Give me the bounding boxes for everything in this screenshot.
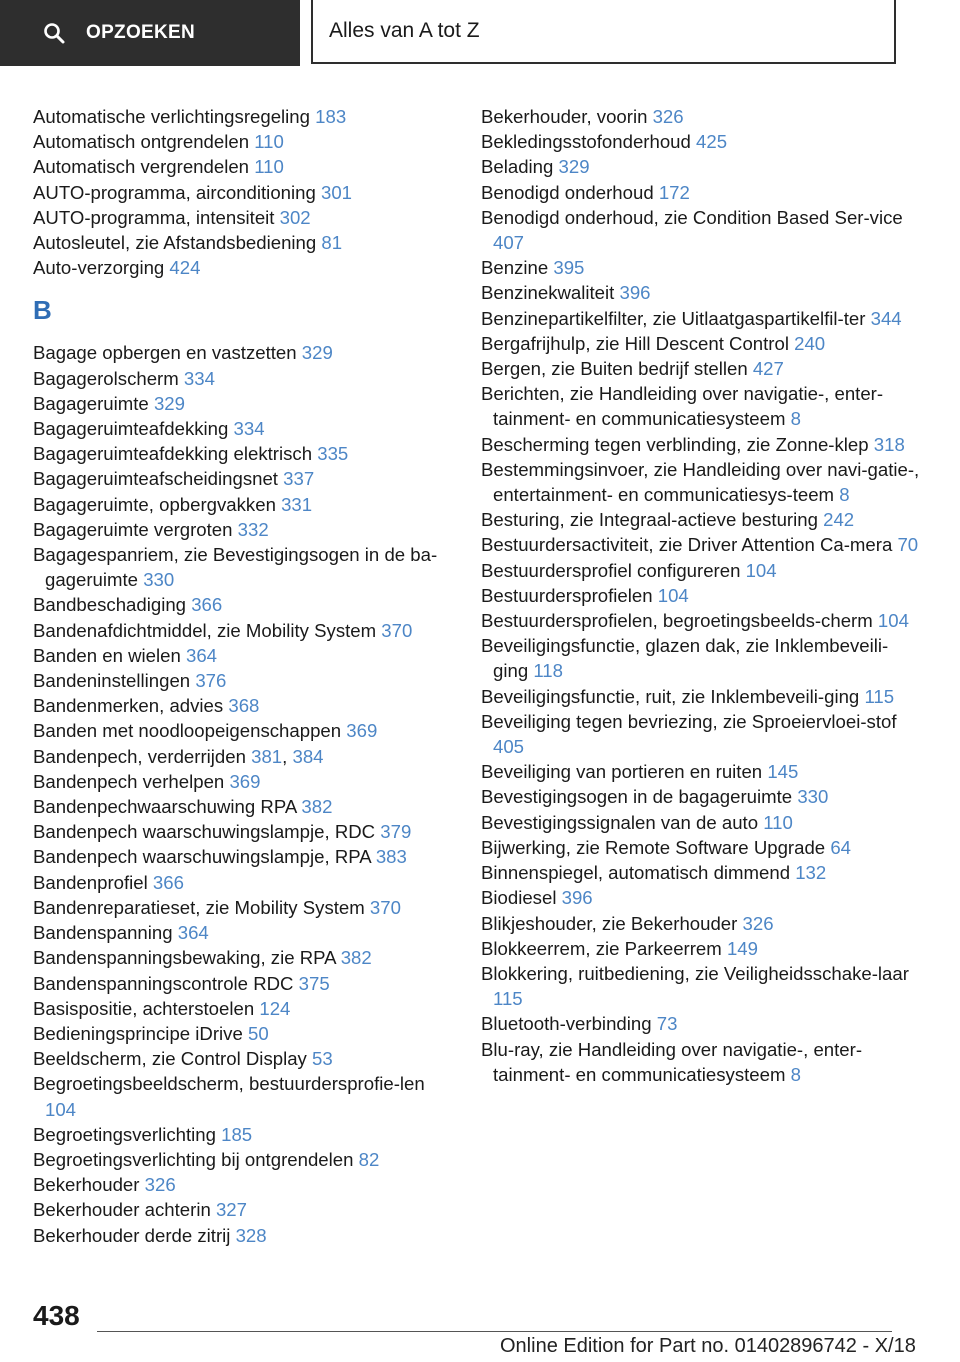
- index-entry-text: Begroetingsverlichting bij ontgrendelen: [33, 1148, 359, 1170]
- page-link[interactable]: 396: [561, 887, 593, 909]
- index-entry-text: Benodigd onderhoud, zie Condition Based Ser-vice: [481, 206, 903, 228]
- index-entry: [481, 180, 921, 205]
- index-entry-text: Bevestigingsogen in de bagageruimte: [481, 786, 798, 808]
- index-entry: [33, 618, 453, 643]
- index-entry: [33, 416, 453, 441]
- page-link[interactable]: 185: [221, 1123, 253, 1145]
- page-link[interactable]: 364: [177, 922, 209, 944]
- index-entry-text: Bestuurdersactiviteit, zie Driver Attention Ca-mera: [481, 534, 898, 556]
- index-entry: [33, 1147, 453, 1172]
- index-entry-text: Bandenspanningsbewaking, zie RPA: [33, 947, 341, 969]
- index-entry-text: Bandenmerken, advies: [33, 695, 229, 717]
- page-link[interactable]: 110: [254, 131, 284, 153]
- index-entry-text: Bandbeschadiging: [33, 594, 192, 616]
- page-link[interactable]: 115: [493, 988, 523, 1010]
- index-entry: [33, 154, 453, 179]
- index-entry-text: Bekledingsstofonderhoud: [481, 131, 697, 153]
- index-column-right: [481, 104, 921, 1087]
- page-link[interactable]: 70: [897, 534, 919, 556]
- index-entry: [481, 860, 921, 885]
- page-link[interactable]: 110: [254, 156, 284, 178]
- index-entry-text: Bekerhouder: [33, 1174, 145, 1196]
- index-entry-text: Begroetingsbeeldscherm, bestuurdersprofie-len: [33, 1073, 425, 1095]
- page-link[interactable]: 368: [228, 695, 260, 717]
- page-link[interactable]: 104: [657, 584, 689, 606]
- index-entry-text: Bestuurdersprofielen: [481, 584, 658, 606]
- index-entry-text: Automatisch ontgrendelen: [33, 131, 255, 153]
- page-link[interactable]: 381: [251, 745, 283, 767]
- page-link[interactable]: 328: [235, 1224, 267, 1246]
- page-link[interactable]: 330: [143, 569, 175, 591]
- page-link[interactable]: 104: [745, 559, 777, 581]
- index-entry-text: Benzinepartikelfilter, zie Uitlaatgaspartikelfil-ter: [481, 307, 871, 329]
- page-link[interactable]: 124: [259, 997, 291, 1019]
- index-entry: [481, 784, 921, 809]
- index-entry: [481, 608, 921, 633]
- page-separator: ,: [282, 745, 293, 767]
- page-link[interactable]: 326: [652, 106, 684, 127]
- index-entry-text: Bedieningsprincipe iDrive: [33, 1022, 248, 1044]
- index-entry: [33, 769, 453, 794]
- index-entry-text: Beveiliging tegen bevriezing, zie Sproeiervloei-stof: [481, 710, 897, 732]
- index-entry-text: Blokkeerrem, zie Parkeerrem: [481, 937, 727, 959]
- page-link[interactable]: 132: [795, 862, 827, 884]
- index-entry-text: Bandenspanning: [33, 922, 178, 944]
- page-link[interactable]: 364: [186, 644, 218, 666]
- index-entry-text: Biodiesel: [481, 887, 562, 909]
- page-link[interactable]: 64: [830, 836, 851, 858]
- page-link[interactable]: 334: [233, 418, 265, 440]
- index-entry-text: Berichten, zie Handleiding over navigatie-, enter-tainment- en communicatiesysteem: [481, 383, 884, 430]
- index-entry: [481, 633, 921, 683]
- index-entry: [33, 718, 453, 743]
- index-entry-text: Besturing, zie Integraal-actieve besturing: [481, 509, 824, 531]
- page-link[interactable]: 110: [763, 811, 793, 833]
- search-tab[interactable]: [0, 0, 300, 66]
- index-entry: [33, 492, 453, 517]
- index-entry: [33, 996, 453, 1021]
- index-entry-text: Bandenspanningscontrole RDC: [33, 972, 299, 994]
- index-entry: [33, 895, 453, 920]
- index-entry-text: Automatisch vergrendelen: [33, 156, 255, 178]
- index-entry-text: Bekerhouder derde zitrij: [33, 1224, 236, 1246]
- index-entry: [481, 558, 921, 583]
- index-entry-text: Bagageruimte vergroten: [33, 518, 238, 540]
- index-entry: [481, 532, 921, 557]
- index-entry: [481, 1037, 921, 1087]
- page-link[interactable]: 382: [301, 796, 333, 818]
- index-entry-text: Bestuurdersprofielen, begroetingsbeelds-cherm: [481, 610, 878, 632]
- index-entry-text: AUTO-programma, airconditioning: [33, 181, 321, 203]
- page-link[interactable]: 384: [292, 745, 324, 767]
- index-entry-text: Beveiliging van portieren en ruiten: [481, 761, 768, 783]
- index-entry: [481, 154, 921, 179]
- index-entry: [33, 441, 453, 466]
- page-link[interactable]: 104: [45, 1098, 77, 1120]
- page-link[interactable]: 301: [320, 181, 353, 203]
- index-entry-text: Bekerhouder achterin: [33, 1199, 216, 1221]
- page-link[interactable]: 396: [619, 282, 651, 304]
- index-entry-text: Beveiligingsfunctie, ruit, zie Inklembeveili-ging: [481, 685, 865, 707]
- index-entry: [33, 592, 453, 617]
- index-entry: [33, 819, 453, 844]
- index-entry-text: Bagageruimteafdekking elektrisch: [33, 443, 318, 465]
- index-entry-text: Bandenpech waarschuwingslampje, RPA: [33, 846, 376, 868]
- index-entry-text: Auto-verzorging: [33, 257, 170, 279]
- index-entry-text: Bandeninstellingen: [33, 670, 196, 692]
- index-entry-text: Bandenpech verhelpen: [33, 770, 230, 792]
- index-entry: [481, 280, 921, 305]
- index-entry-text: Bagageruimteafdekking: [33, 418, 234, 440]
- index-entry: [481, 104, 921, 129]
- index-entry-text: Blokkering, ruitbediening, zie Veiligheidsschake-laar: [481, 962, 909, 984]
- page-link[interactable]: 8: [839, 484, 850, 506]
- index-entry: [481, 759, 921, 784]
- page-link[interactable]: 369: [346, 720, 378, 742]
- index-entry: [33, 844, 453, 869]
- index-entry: [33, 744, 453, 769]
- index-entry: [33, 340, 453, 365]
- section-title-tab[interactable]: [311, 0, 896, 64]
- index-entry: [33, 920, 453, 945]
- index-entry: [481, 684, 921, 709]
- page-link[interactable]: 240: [794, 332, 826, 354]
- index-entry: [33, 668, 453, 693]
- page-link[interactable]: 172: [658, 181, 690, 203]
- page-link[interactable]: 427: [752, 358, 784, 380]
- index-entry-text: Bagageruimte, opbergvakken: [33, 493, 282, 515]
- page-link[interactable]: 369: [229, 770, 261, 792]
- index-entry: [481, 583, 921, 608]
- index-entry: [33, 1071, 453, 1121]
- page-link[interactable]: 366: [152, 871, 184, 893]
- index-entry: [33, 1172, 453, 1197]
- page-link[interactable]: 330: [797, 786, 829, 808]
- index-entry: [481, 432, 921, 457]
- section-title: Alles van A tot Z: [329, 19, 480, 42]
- page-link[interactable]: 334: [183, 367, 215, 389]
- index-entry: [481, 331, 921, 356]
- page-link[interactable]: 405: [493, 736, 525, 758]
- page-link[interactable]: 8: [790, 1063, 801, 1085]
- index-entry-text: Bekerhouder, voorin: [481, 106, 653, 127]
- index-entry: [33, 643, 453, 668]
- index-entry: [481, 911, 921, 936]
- index-entry-text: Bandenreparatieset, zie Mobility System: [33, 896, 370, 918]
- index-entry: [33, 794, 453, 819]
- index-entry-text: Banden en wielen: [33, 644, 186, 666]
- index-entry-text: Bandenpech waarschuwingslampje, RDC: [33, 821, 381, 843]
- index-entry-text: Bagagerolscherm: [33, 367, 184, 389]
- index-entry: [33, 1223, 453, 1248]
- index-entry-text: Automatische verlichtingsregeling: [33, 106, 316, 127]
- index-entry-text: Binnenspiegel, automatisch dimmend: [481, 862, 796, 884]
- index-entry: [481, 709, 921, 759]
- page-link[interactable]: 326: [144, 1174, 176, 1196]
- index-entry: [33, 205, 453, 230]
- page-link[interactable]: 53: [312, 1048, 333, 1070]
- page-link[interactable]: 370: [369, 896, 401, 918]
- index-entry-text: AUTO-programma, intensiteit: [33, 206, 280, 228]
- index-entry: [33, 129, 453, 154]
- index-entry-text: Autosleutel, zie Afstandsbediening: [33, 232, 322, 254]
- index-entry: [33, 945, 453, 970]
- page-link[interactable]: 145: [767, 761, 799, 783]
- index-entry: [33, 366, 453, 391]
- index-entry: [481, 255, 921, 280]
- index-entry: [481, 381, 921, 431]
- page-link[interactable]: 329: [301, 342, 333, 364]
- index-entry-text: Bagageruimte: [33, 392, 154, 414]
- page-link[interactable]: 425: [696, 131, 728, 153]
- footer-divider: [97, 1331, 892, 1332]
- page-link[interactable]: 8: [790, 408, 801, 430]
- page-link[interactable]: 331: [281, 493, 313, 515]
- page-link[interactable]: 115: [864, 685, 895, 707]
- index-entry: [33, 104, 453, 129]
- index-entry-text: Benzine: [481, 257, 554, 279]
- index-entry-text: Bandenprofiel: [33, 871, 153, 893]
- index-entry-text: Bandenpech, verderrijden: [33, 745, 252, 767]
- page-link[interactable]: 326: [742, 912, 774, 934]
- page-number: 438: [33, 1300, 80, 1331]
- page-link[interactable]: 370: [381, 619, 413, 641]
- index-entry: [33, 255, 453, 280]
- index-entry-text: Bandenafdichtmiddel, zie Mobility System: [33, 619, 382, 641]
- page-link[interactable]: 329: [558, 156, 590, 178]
- index-entry-text: Bagageruimteafscheidingsnet: [33, 468, 284, 490]
- index-entry: [481, 810, 921, 835]
- index-entry-text: Blu-ray, zie Handleiding over navigatie-, enter-tainment- en communicatiesysteem: [481, 1038, 863, 1085]
- index-letter-heading: B: [33, 295, 52, 326]
- page-link[interactable]: 242: [823, 509, 855, 531]
- index-entry: [33, 466, 453, 491]
- index-entry-text: Bagage opbergen en vastzetten: [33, 342, 302, 364]
- index-entry: [33, 870, 453, 895]
- page-link[interactable]: 424: [169, 257, 201, 279]
- page-link[interactable]: 337: [283, 468, 315, 490]
- page-link[interactable]: 407: [493, 232, 525, 254]
- index-entry-text: Benzinekwaliteit: [481, 282, 620, 304]
- index-entry-text: Begroetingsverlichting: [33, 1123, 222, 1145]
- page-link[interactable]: 329: [153, 392, 185, 414]
- index-entry-text: Bagagespanriem, zie Bevestigingsogen in de ba-gageruimte: [33, 544, 438, 591]
- page-link[interactable]: 382: [340, 947, 372, 969]
- index-entry: [33, 971, 453, 996]
- index-entry-text: Belading: [481, 156, 559, 178]
- index-entry-text: Bluetooth-verbinding: [481, 1013, 657, 1035]
- page-link[interactable]: 82: [358, 1148, 380, 1170]
- index-entry: [481, 885, 921, 910]
- page-link[interactable]: 183: [315, 106, 347, 127]
- index-entry-text: Bandenpechwaarschuwing RPA: [33, 796, 302, 818]
- index-entry: [33, 391, 453, 416]
- index-entry: [33, 180, 453, 205]
- search-tab-label: OPZOEKEN: [86, 22, 196, 43]
- index-entry: [481, 205, 921, 255]
- index-entry: [481, 129, 921, 154]
- index-entry: [481, 961, 921, 1011]
- index-entry-text: Bestemmingsinvoer, zie Handleiding over navi-gatie-, entertainment- en communicatiesys-teem: [481, 458, 920, 506]
- index-entry: [33, 542, 453, 592]
- page-link[interactable]: 376: [195, 670, 227, 692]
- index-entry-text: Bescherming tegen verblinding, zie Zonne-klep: [481, 433, 874, 455]
- page-link[interactable]: 50: [247, 1022, 269, 1044]
- index-entry-text: Beveiligingsfunctie, glazen dak, zie Inklembeveili-ging: [481, 635, 889, 682]
- index-entry: [33, 1122, 453, 1147]
- index-entry: [33, 1021, 453, 1046]
- page-link[interactable]: 81: [321, 232, 343, 254]
- footer-edition: Online Edition for Part no. 01402896742 - X/18: [500, 1335, 916, 1357]
- page-link[interactable]: 335: [317, 443, 349, 465]
- index-entry: [33, 230, 453, 255]
- index-entry: [33, 693, 453, 718]
- page-link[interactable]: 118: [533, 660, 563, 682]
- page-link[interactable]: 318: [873, 433, 905, 455]
- page-link[interactable]: 379: [380, 821, 412, 843]
- index-entry: [481, 356, 921, 381]
- index-entry-text: Blikjeshouder, zie Bekerhouder: [481, 912, 743, 934]
- index-entry: [33, 517, 453, 542]
- index-entry-text: Bevestigingssignalen van de auto: [481, 811, 764, 833]
- page-link[interactable]: 73: [656, 1013, 678, 1035]
- index-entry: [481, 1011, 921, 1036]
- page-link[interactable]: 344: [870, 307, 902, 329]
- index-entry: [33, 1197, 453, 1222]
- index-entry-text: Banden met noodloopeigenschappen: [33, 720, 347, 742]
- index-entry: [481, 457, 921, 507]
- index-entry: [481, 936, 921, 961]
- index-entry: [33, 1046, 453, 1071]
- index-entry-text: Basispositie, achterstoelen: [33, 997, 260, 1019]
- page-link[interactable]: 149: [726, 937, 758, 959]
- page-link[interactable]: 327: [215, 1199, 247, 1221]
- index-entry: [481, 306, 921, 331]
- index-entry-text: Bijwerking, zie Remote Software Upgrade: [481, 836, 831, 858]
- index-entry-text: Bergen, zie Buiten bedrijf stellen: [481, 358, 753, 380]
- page-link[interactable]: 332: [237, 518, 269, 540]
- index-entry-text: Beeldscherm, zie Control Display: [33, 1048, 313, 1070]
- page-link[interactable]: 375: [298, 972, 330, 994]
- search-icon: [42, 21, 66, 45]
- page-link[interactable]: 395: [553, 257, 585, 279]
- index-column-left: [33, 104, 453, 1248]
- page-link[interactable]: 366: [191, 594, 223, 616]
- index-entry-text: Bestuurdersprofiel configureren: [481, 559, 746, 581]
- header: [0, 0, 960, 66]
- page-link[interactable]: 104: [877, 610, 909, 632]
- page-link[interactable]: 383: [375, 846, 407, 868]
- index-entry: [481, 507, 921, 532]
- index-entry-text: Bergafrijhulp, zie Hill Descent Control: [481, 332, 795, 354]
- index-entry-text: Benodigd onderhoud: [481, 181, 659, 203]
- index-entry: [481, 835, 921, 860]
- page-link[interactable]: 302: [279, 206, 311, 228]
